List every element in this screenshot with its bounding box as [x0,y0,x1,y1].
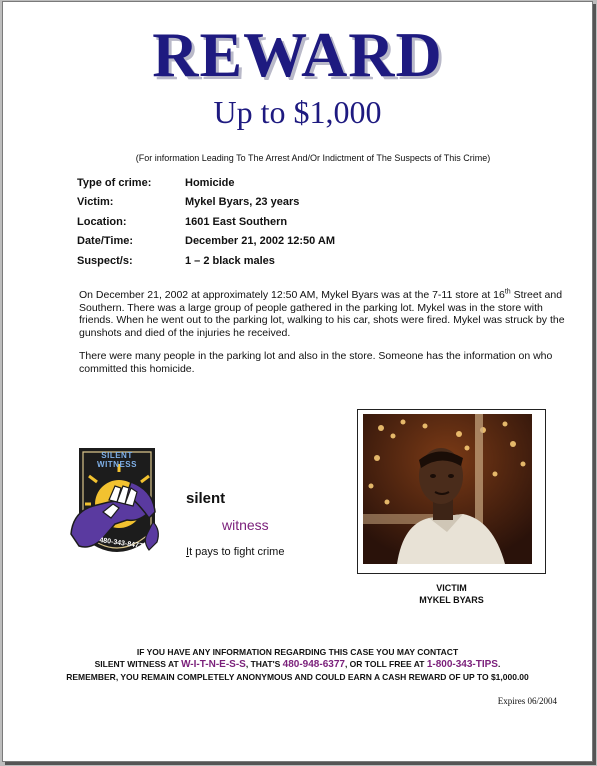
tagline-initial: I [186,546,190,558]
phone-local: 480-948-6377 [282,659,345,670]
narrative-paragraph-2: There were many people in the parking lot and also in the store. Someone has the information on who committed this homicide. [79,350,553,375]
fact-label: Type of crime: [77,176,152,189]
fact-label: Victim: [77,196,114,209]
silent-word: silent [186,490,226,507]
contact-text: , OR TOLL FREE AT [344,659,427,669]
logo-phone-text: 480-343-8477 [98,537,144,550]
fact-value: Mykel Byars, 23 years [185,196,300,209]
reward-title: REWARD [152,19,443,90]
contact-text: , THAT'S [245,659,283,669]
fact-label: Suspect/s: [77,254,133,267]
tagline-rest: t pays to fight crime [189,546,285,558]
fact-row-datetime [77,232,335,252]
fact-value: December 21, 2002 12:50 AM [185,235,336,248]
fact-row-suspects [77,251,335,271]
narrative-text: Street and Southern. There was a large group of people gathered in the parking lot. Mykel was in the store with friends. When he went out to the parking lot, walking to his car, shots were fired. Mykel was struck by the gunshots and died of the injuries he received. [79,289,565,339]
victim-photo [363,414,532,564]
contact-text: SILENT WITNESS AT [94,659,182,669]
contact-line-2 [3,659,592,670]
victim-label: VICTIM [436,583,467,593]
fact-value: 1 – 2 black males [185,254,275,267]
fact-label: Date/Time: [77,235,134,248]
tagline [186,546,284,558]
fact-value: 1601 East Southern [185,215,288,228]
victim-name: MYKEL BYARS [419,595,484,605]
narrative-text: On December 21, 2002 at approximately 12:50 AM, Mykel Byars was at the 7-11 store at 16 [79,289,505,301]
narrative-paragraph-1 [79,289,569,339]
fact-value: Homicide [185,176,235,189]
witness-code: W-I-T-N-E-S-S [181,659,246,670]
victim-photo-frame [357,409,546,574]
crime-facts [77,173,335,271]
contact-text: . [497,659,501,669]
logo-top-text: SILENT WITNESS [97,451,137,469]
fact-row-type [77,173,335,193]
fact-label: Location: [77,215,127,228]
ordinal-suffix: th [504,288,511,296]
reward-subtitle: (For information Leading To The Arrest And/Or Indictment of The Suspects of This Crime) [135,153,491,163]
witness-word: witness [222,517,269,533]
fact-row-location [77,212,335,232]
poster-page [2,1,593,762]
silent-witness-logo [69,442,165,572]
expiration-date: Expires 06/2004 [497,696,557,706]
phone-tollfree: 1-800-343-TIPS [426,659,498,670]
fact-row-victim [77,193,335,213]
reward-amount: Up to $1,000 [213,94,382,130]
contact-line-3: REMEMBER, YOU REMAIN COMPLETELY ANONYMOUS AND COULD EARN A CASH REWARD OF UP TO $1,000.00 [66,672,529,682]
contact-line-1: IF YOU HAVE ANY INFORMATION REGARDING THIS CASE YOU MAY CONTACT [136,647,459,657]
